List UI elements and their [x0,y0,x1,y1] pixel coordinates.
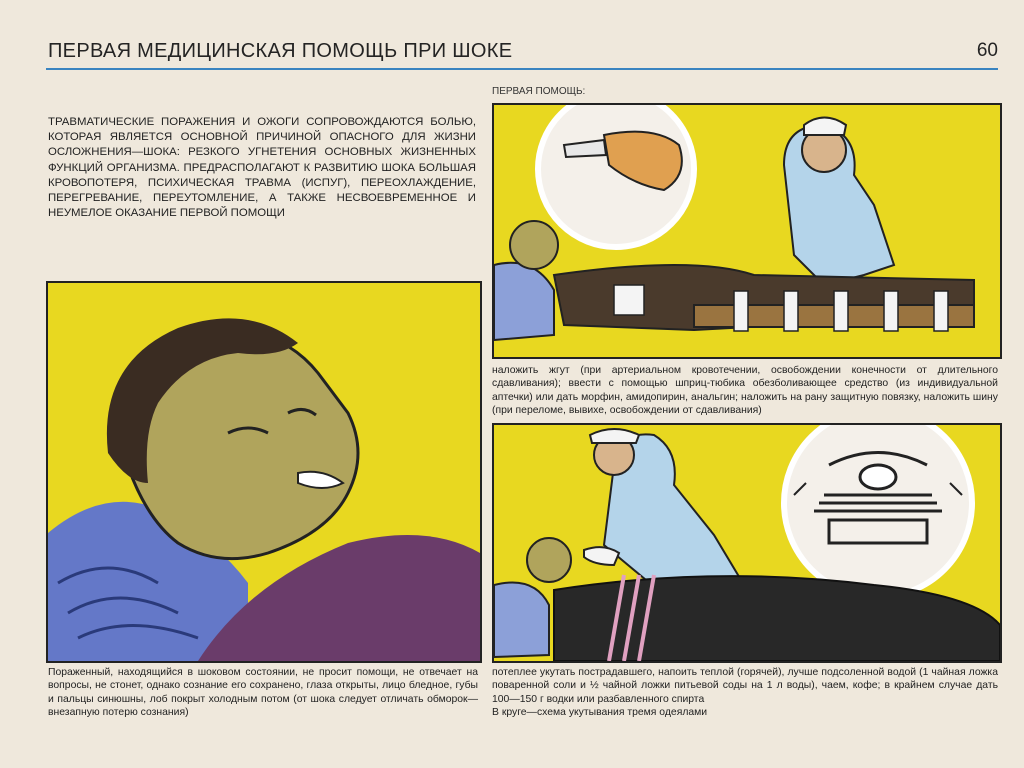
shock-patient-illustration [46,281,482,663]
blanket-caption [492,666,998,720]
pillow-shape [494,583,549,658]
page-title: ПЕРВАЯ МЕДИЦИНСКАЯ ПОМОЩЬ ПРИ ШОКЕ [48,40,513,62]
blanket-caption-text: потеплее укутать пострадавшего, напоить теплой (горячей), лучше подсоленной водой (1 чайная ложка поваренной соли и ½ чайной ложки питьевой соды на 1 л воды), чаем, кофе; в крайнем случае дать 100—150 г водки или разбавленного спирта [492,667,998,705]
page-number: 60 [976,40,998,61]
patient-caption: Пораженный, находящийся в шоковом состоянии, не просит помощи, не отвечает на вопросы, не стонет, однако сознание его сохранено, глаза открыты, лицо бледное, губы и пальцы синюшны, лоб покрыт холодным потом (от шока следует отличать обморок—внезапную потерю сознания) [48,667,478,719]
tourniquet-splint-illustration [492,103,1002,359]
intro-paragraph: ТРАВМАТИЧЕСКИЕ ПОРАЖЕНИЯ И ОЖОГИ СОПРОВОЖДАЮТСЯ БОЛЬЮ, КОТОРАЯ ЯВЛЯЕТСЯ ОСНОВНОЙ ПРИЧИНОЙ ОПАСНОГО ДЛЯ ЖИЗНИ ОСЛОЖНЕНИЯ—ШОКА: РЕЗКОГО УГНЕТЕНИЯ ОСНОВНЫХ ЖИЗНЕННЫХ ФУНКЦИЙ ОРГАНИЗМА. ПРЕДРАСПОЛАГАЮТ К РАЗВИТИЮ ШОКА БОЛЬШАЯ КРОВОПОТЕРЯ, ПСИХИЧЕСКАЯ ТРАВМА (ИСПУГ), ПЕРЕОХЛАЖДЕНИЕ, ПЕРЕГРЕВАНИЕ, ПЕРЕУТОМЛЕНИЕ, А ТАКЖЕ НЕСВОЕВРЕМЕННОЕ И НЕУМЕЛОЕ ОКАЗАНИЕ ПЕРВОЙ ПОМОЩИ [48,116,476,220]
first-aid-heading: ПЕРВАЯ ПОМОЩЬ: [492,86,586,97]
header-rule [46,68,998,70]
blanket-drink-illustration [492,423,1002,663]
blanket-scheme-note: В круге—схема укутывания тремя одеялами [492,707,708,719]
tourniquet-caption: наложить жгут (при артериальном кровотечении, освобождении конечности от длительного сдавливания); ввести с помощью шприц-тюбика обезболивающее средство (из индивидуальной аптечки) или дать морфин, амидопирин, анальгин; наложить на рану защитную повязку, наложить шину (при переломе, вывихе, освобождении от сдавливания) [492,365,998,417]
